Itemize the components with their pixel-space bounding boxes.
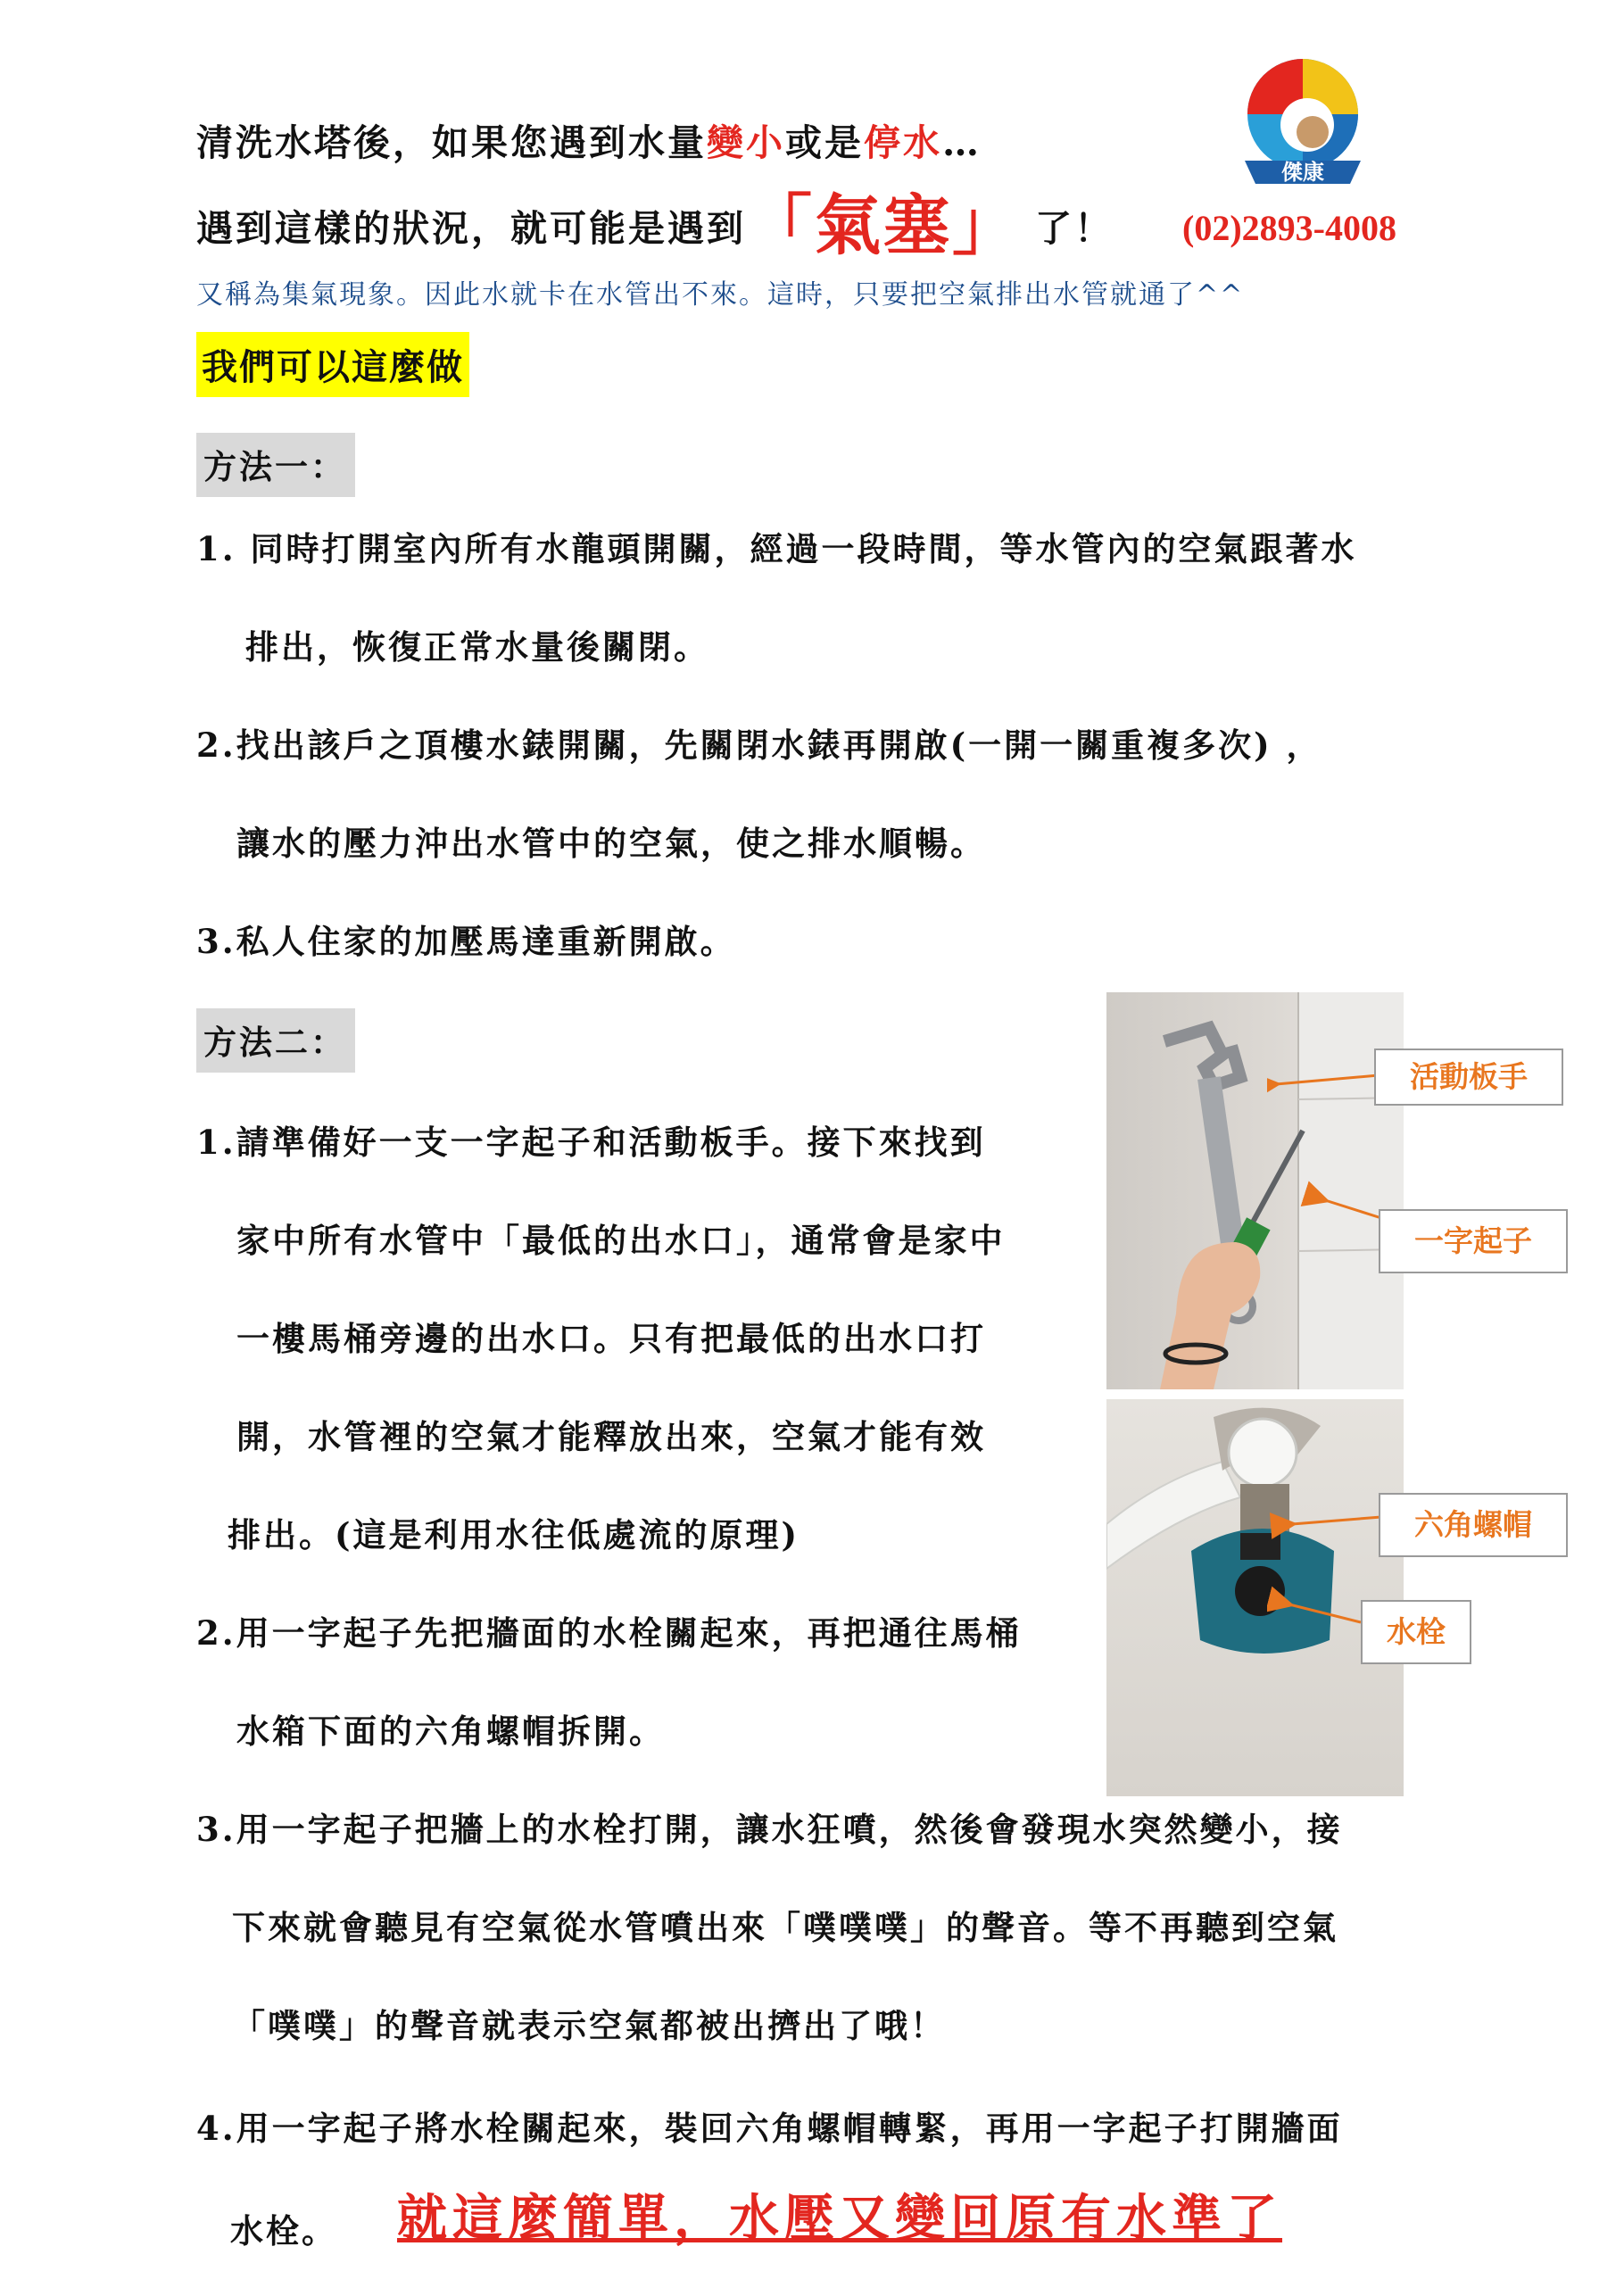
phone-number: (02)2893-4008 (1182, 208, 1396, 248)
method2-line: 4.用一字起子將水栓關起來，裝回六角螺帽轉緊，再用一字起子打開牆面 (196, 2109, 1343, 2148)
method2-line: 家中所有水管中「最低的出水口」，通常會是家中 (236, 1221, 1006, 1260)
label-screwdriver: 一字起子 (1379, 1209, 1568, 1273)
method2-line: 「噗噗」的聲音就表示空氣都被出擠出了哦！ (232, 2006, 946, 2045)
label-arrows (1267, 1044, 1579, 1669)
arrow-hex-nut (1292, 1517, 1381, 1524)
method2-line: 開，水管裡的空氣才能釋放出來，空氣才能有效 (236, 1417, 986, 1456)
company-logo (1236, 52, 1370, 208)
method2-title: 方法二： (196, 1008, 355, 1073)
method1-line: 1. 同時打開室內所有水龍頭開關，經過一段時間，等水管內的空氣跟著水 (196, 529, 1357, 568)
label-wrench: 活動板手 (1374, 1049, 1563, 1106)
method2-line: 水箱下面的六角螺帽拆開。 (236, 1712, 665, 1751)
label-hex-nut: 六角螺帽 (1379, 1493, 1568, 1557)
subtitle: 又稱為集氣現象。因此水就卡在水管出不來。這時，只要把空氣排出水管就通了^^ (196, 279, 1245, 311)
method2-line: 排出。(這是利用水往低處流的原理) (228, 1515, 800, 1554)
header-line1-text: 清洗水塔後，如果您遇到水量 (196, 121, 707, 164)
header-line1-red1: 變小 (707, 121, 785, 164)
header-line1-text2: 或是 (785, 121, 864, 164)
arrow-screwdriver (1325, 1200, 1381, 1218)
method1-line: 3.私人住家的加壓馬達重新開啟。 (196, 922, 736, 961)
header-line1-red2: 停水 (864, 121, 942, 164)
final-message: 就這麼簡單，水壓又變回原有水準了 (397, 2189, 1282, 2248)
header-line2-red: 「氣塞」 (746, 187, 1021, 264)
method2-line: 3.用一字起子把牆上的水栓打開，讓水狂噴，然後會發現水突然變小，接 (196, 1810, 1343, 1849)
header-line1 (196, 113, 982, 166)
arrow-wrench (1276, 1075, 1379, 1084)
method2-line: 下來就會聽見有空氣從水管噴出來「噗噗噗」的聲音。等不再聽到空氣 (232, 1908, 1338, 1947)
header-line2-end: 了！ (1035, 207, 1114, 250)
highlight-heading: 我們可以這麼做 (196, 332, 469, 397)
logo-text: 傑康 (1281, 160, 1324, 185)
header-line1-ellipsis: … (942, 121, 982, 164)
method2-line: 2.用一字起子先把牆面的水栓關起來，再把通往馬桶 (196, 1613, 1022, 1653)
logo-emblem-icon (1236, 52, 1370, 208)
method2-line: 水栓。 (230, 2211, 337, 2250)
arrow-valve (1289, 1604, 1361, 1622)
header-line2 (196, 173, 1114, 268)
method1-line: 2.找出該戶之頂樓水錶開關，先關閉水錶再開啟(一開一關重複多次) ， (196, 725, 1322, 765)
method2-line: 1.請準備好一支一字起子和活動板手。接下來找到 (196, 1123, 986, 1162)
method1-title: 方法一： (196, 433, 355, 497)
method1-line: 讓水的壓力沖出水管中的空氣，使之排水順暢。 (236, 824, 986, 863)
header-line2-text: 遇到這樣的狀況，就可能是遇到 (196, 207, 746, 250)
method1-line: 排出，恢復正常水量後關閉。 (245, 627, 709, 667)
label-valve: 水栓 (1361, 1600, 1471, 1664)
method2-line: 一樓馬桶旁邊的出水口。只有把最低的出水口打 (236, 1319, 986, 1358)
